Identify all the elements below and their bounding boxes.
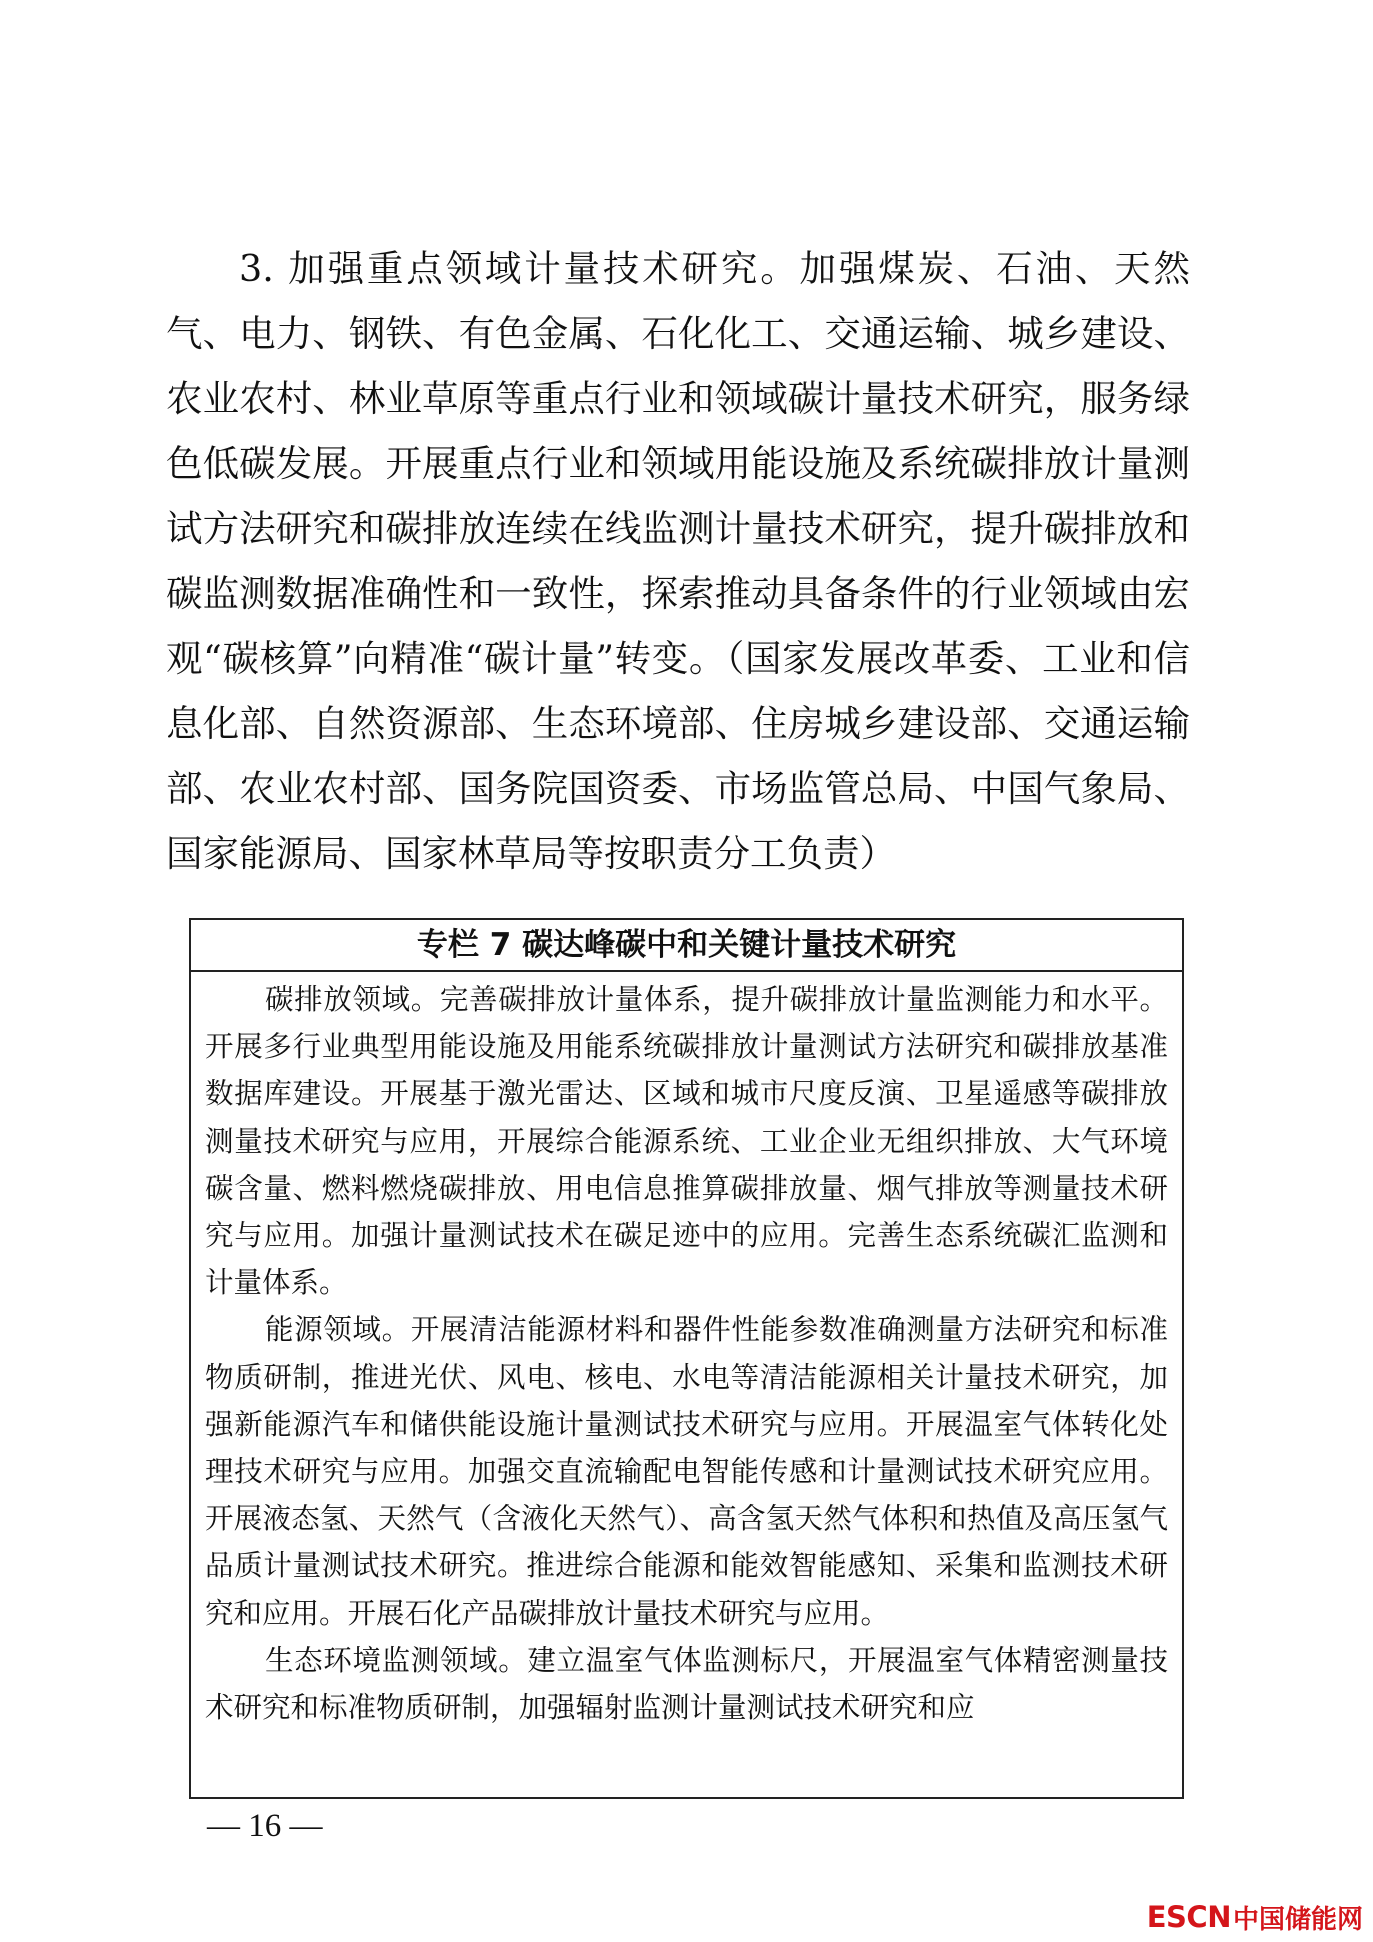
watermark-latin: ESCN	[1146, 1900, 1231, 1934]
column-paragraph-eco-monitoring: 生态环境监测领域。建立温室气体监测标尺，开展温室气体精密测量技术研究和标准物质研制，加强辐射监测计量测试技术研究和应	[205, 1643, 1168, 1725]
column-paragraph-carbon-emission: 碳排放领域。完善碳排放计量体系，提升碳排放计量监测能力和水平。开展多行业典型用能设施及用能系统碳排放计量测试方法研究和碳排放基准数据库建设。开展基于激光雷达、区域和城市尺度反演、卫星遥感等碳排放测量技术研究与应用，开展综合能源系统、工业企业无组织排放、大气环境碳含量、燃料燃烧碳排放、用电信息推算碳排放量、烟气排放等测量技术研究与应用。加强计量测试技术在碳足迹中的应用。完善生态系统碳汇监测和计量体系。	[205, 983, 1168, 1300]
column-box-body	[191, 972, 1182, 1731]
column-box-title: 专栏 7 碳达峰碳中和关键计量技术研究	[191, 920, 1182, 972]
watermark-chinese: 中国储能网	[1232, 1904, 1363, 1935]
column-paragraph-energy: 能源领域。开展清洁能源材料和器件性能参数准确测量方法研究和标准物质研制，推进光伏、风电、核电、水电等清洁能源相关计量技术研究，加强新能源汽车和储供能设施计量测试技术研究与应用。开展温室气体转化处理技术研究与应用。加强交直流输配电智能传感和计量测试技术研究应用。开展液态氢、天然气（含液化天然气）、高含氢天然气体积和热值及高压氢气品质计量测试技术研究。推进综合能源和能效智能感知、采集和监测技术研究和应用。开展石化产品碳排放计量技术研究与应用。	[205, 1313, 1168, 1630]
escn-watermark-logo	[1147, 1900, 1363, 1934]
page-number: — 16 —	[207, 1808, 323, 1844]
column-box	[189, 918, 1184, 1799]
body-paragraph: 3. 加强重点领域计量技术研究。加强煤炭、石油、天然气、电力、钢铁、有色金属、石化化工、交通运输、城乡建设、农业农村、林业草原等重点行业和领域碳计量技术研究，服务绿色低碳发展。开展重点行业和领域用能设施及系统碳排放计量测试方法研究和碳排放连续在线监测计量技术研究，提升碳排放和碳监测数据准确性和一致性，探索推动具备条件的行业领域由宏观“碳核算”向精准“碳计量”转变。（国家发展改革委、工业和信息化部、自然资源部、生态环境部、住房城乡建设部、交通运输部、农业农村部、国务院国资委、市场监管总局、中国气象局、国家能源局、国家林草局等按职责分工负责）	[166, 247, 1190, 875]
